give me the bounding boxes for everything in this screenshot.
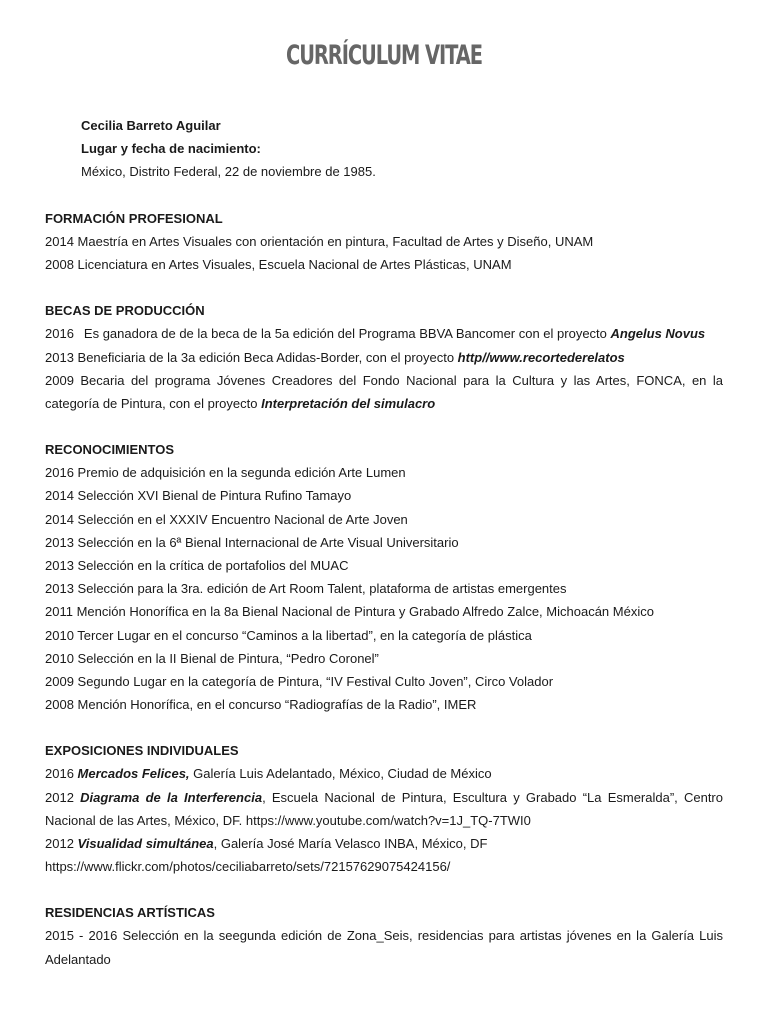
section-heading: EXPOSICIONES INDIVIDUALES <box>45 743 239 759</box>
item-year: 2016 <box>45 766 74 782</box>
personal-info <box>81 114 376 183</box>
cv-content <box>45 207 723 994</box>
section-heading: BECAS DE PRODUCCIÓN <box>45 303 205 319</box>
birth-value: México, Distrito Federal, 22 de noviembre de 1985. <box>81 164 376 179</box>
list-item: 2008 Licenciatura en Artes Visuales, Escuela Nacional de Artes Plásticas, UNAM <box>45 257 512 273</box>
project-link[interactable]: http//www.recortederelatos <box>457 349 625 365</box>
item-text: , Escuela Nacional de Pintura, Escultura y Grabado “La Esmeralda”, Centro Nacional de las Artes, México, DF. https://www.youtube.com/watch?v=1J_TQ-7TWI0 <box>45 789 723 828</box>
item-text: Galería Luis Adelantado, México, Ciudad de México <box>189 766 492 782</box>
list-item: 2013 Selección en la crítica de portafolios del MUAC <box>45 558 349 574</box>
section-residencias <box>45 901 723 970</box>
list-item <box>45 322 723 345</box>
section-reconocimientos <box>45 438 723 716</box>
list-item: 2010 Tercer Lugar en el concurso “Caminos a la libertad”, en la categoría de plástica <box>45 627 532 643</box>
list-item: 2014 Maestría en Artes Visuales con orientación en pintura, Facultad de Artes y Diseño, UNAM <box>45 234 594 249</box>
item-year: 2012 <box>45 789 74 805</box>
person-name: Cecilia Barreto Aguilar <box>81 118 221 133</box>
list-item <box>45 786 723 832</box>
list-item: 2014 Selección XVI Bienal de Pintura Rufino Tamayo <box>45 488 352 504</box>
section-exposiciones <box>45 739 723 878</box>
exhibition-title: Mercados Felices, <box>77 766 190 782</box>
list-item: 2013 Selección para la 3ra. edición de Art Room Talent, plataforma de artistas emergentes <box>45 581 567 597</box>
project-title: Interpretación del simulacro <box>261 396 436 412</box>
item-text: , Galería José María Velasco INBA, México, DF <box>213 836 488 852</box>
list-item <box>45 762 723 785</box>
list-item: 2016 Premio de adquisición en la segunda edición Arte Lumen <box>45 465 406 481</box>
list-item: 2015 - 2016 Selección en la seegunda edición de Zona_Seis, residencias para artistas jóvenes en la Galería Luis Adelantado <box>45 928 723 967</box>
section-heading: FORMACIÓN PROFESIONAL <box>45 211 223 226</box>
item-year: 2012 <box>45 836 74 852</box>
item-text: 2013 Beneficiaria de la 3a edición Beca Adidas-Border, con el proyecto <box>45 349 458 365</box>
item-text: 2009 Becaria del programa Jóvenes Creadores del Fondo Nacional para la Cultura y las Artes, FONCA, en la categoría de Pintura, con el proyecto <box>45 372 723 412</box>
exhibition-title: Diagrama de la Interferencia <box>80 789 263 805</box>
section-formacion <box>45 207 723 276</box>
list-item <box>45 346 723 369</box>
section-heading: RESIDENCIAS ARTÍSTICAS <box>45 905 215 921</box>
exhibition-title: Visualidad simultánea <box>77 836 214 852</box>
list-item <box>45 832 723 855</box>
list-item: 2013 Selección en la 6ª Bienal Internacional de Arte Visual Universitario <box>45 534 459 550</box>
document-title: CURRÍCULUM VITAE <box>286 40 482 71</box>
birth-label: Lugar y fecha de nacimiento: <box>81 141 261 156</box>
list-item: 2011 Mención Honorífica en la 8a Bienal Nacional de Pintura y Grabado Alfredo Zalce, Michoacán México <box>45 604 654 620</box>
section-heading: RECONOCIMIENTOS <box>45 442 175 458</box>
list-item: 2008 Mención Honorífica, en el concurso “Radiografías de la Radio”, IMER <box>45 697 477 713</box>
exhibition-link[interactable]: https://www.flickr.com/photos/ceciliabarreto/sets/72157629075424156/ <box>45 859 451 875</box>
list-item: 2014 Selección en el XXXIV Encuentro Nacional de Arte Joven <box>45 511 408 527</box>
section-becas <box>45 299 723 415</box>
project-title: Angelus Novus <box>610 326 706 342</box>
item-year: 2016 <box>45 326 74 342</box>
list-item: 2010 Selección en la II Bienal de Pintura, “Pedro Coronel” <box>45 650 379 666</box>
list-item <box>45 369 723 415</box>
list-item: 2009 Segundo Lugar en la categoría de Pintura, “IV Festival Culto Joven”, Circo Volador <box>45 674 554 690</box>
item-text: Es ganadora de de la beca de la 5a edición del Programa BBVA Bancomer con el proyecto <box>83 326 611 342</box>
